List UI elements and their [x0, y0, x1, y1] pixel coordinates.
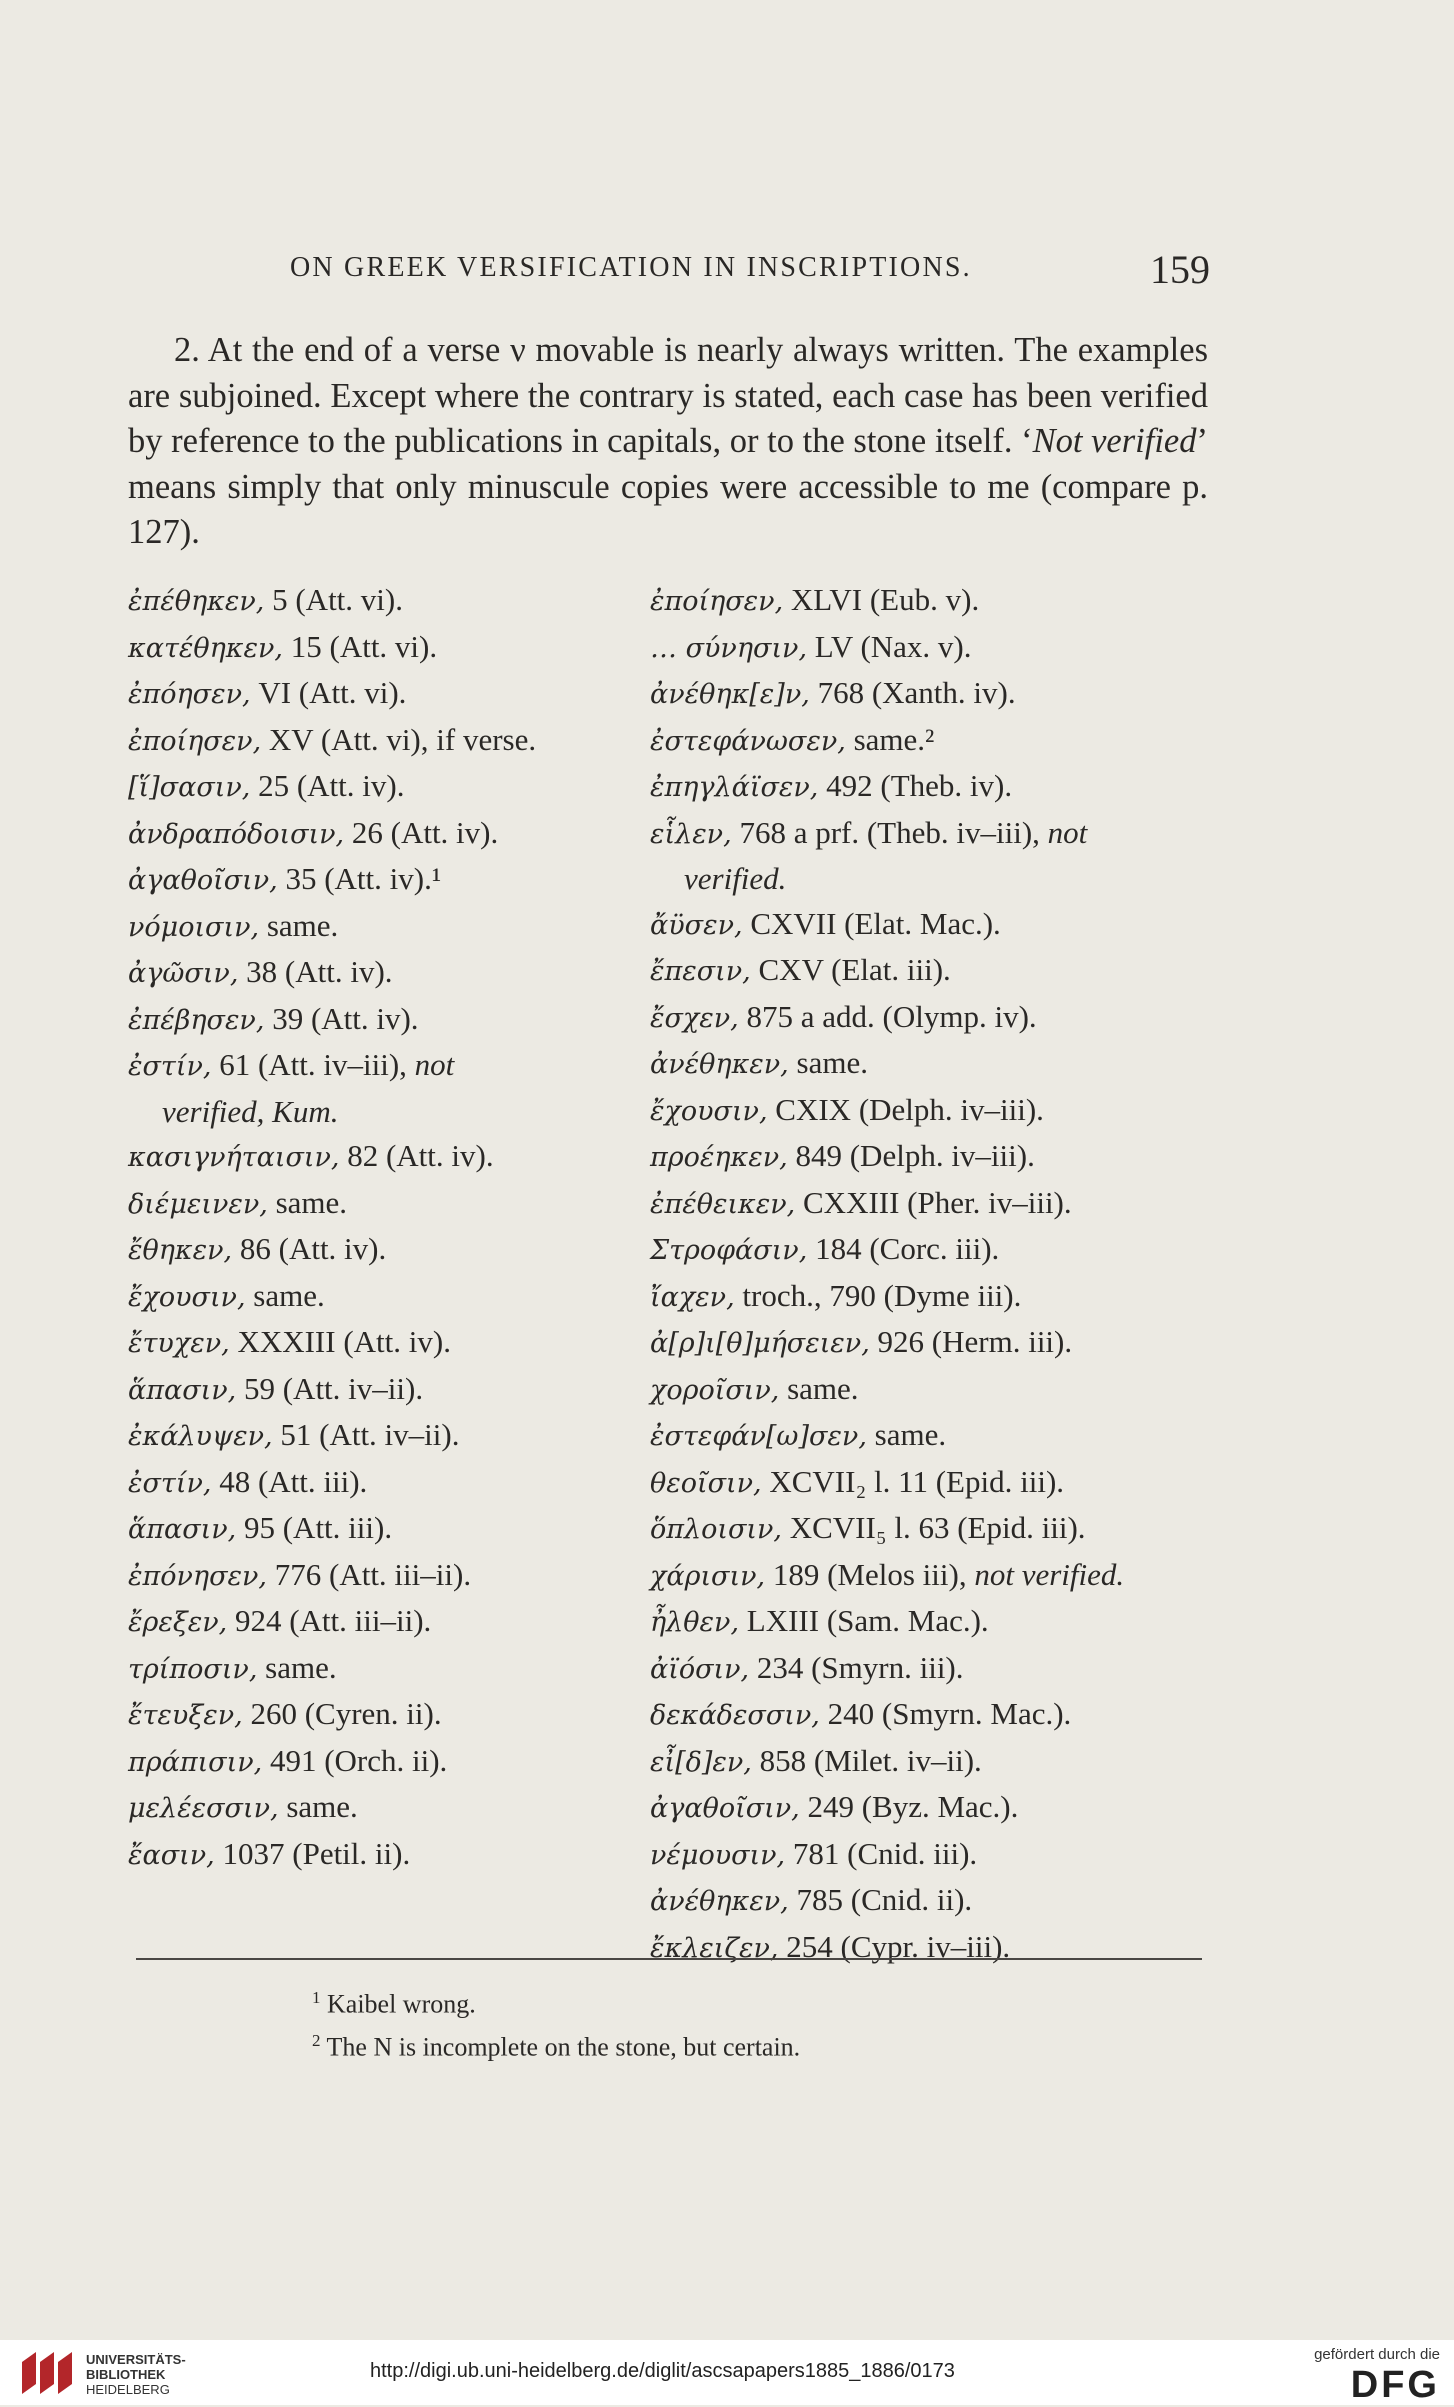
greek-word: ἔτυχεν, [128, 1328, 230, 1359]
reference: 26 (Att. iv). [344, 814, 499, 850]
greek-word: ἄϋσεν, [650, 909, 743, 941]
list-item [650, 902, 1210, 949]
greek-word: κατέθηκεν, [128, 632, 283, 664]
reference: 260 (Cyren. ii). [242, 1696, 442, 1731]
reference: 249 (Byz. Mac.). [799, 1789, 1019, 1824]
list-item [650, 1506, 1210, 1553]
running-head: ON GREEK VERSIFICATION IN INSCRIPTIONS. [290, 252, 972, 283]
greek-word: ἔχουσιν, [650, 1095, 768, 1127]
list-item [128, 1043, 648, 1090]
list-item [128, 1599, 648, 1646]
list-item [650, 1599, 1210, 1646]
list-item [650, 1274, 1210, 1321]
list-item [650, 948, 1210, 995]
italic-note: not [1047, 814, 1088, 850]
greek-word: νέμουσιν, [650, 1839, 786, 1871]
greek-word: ἐστίν, [128, 1467, 212, 1499]
list-item [650, 1692, 1210, 1739]
greek-word: μελέεσσιν, [128, 1793, 279, 1824]
reference: 59 (Att. iv–ii). [236, 1370, 424, 1406]
list-item [128, 1227, 648, 1274]
list-item [128, 1646, 648, 1693]
list-item [650, 1832, 1210, 1879]
reference: 82 (Att. iv). [339, 1138, 494, 1173]
greek-word: χάρισιν, [650, 1560, 766, 1592]
reference: 240 (Smyrn. Mac.). [819, 1696, 1072, 1731]
library-name: UNIVERSITÄTS- BIBLIOTHEK HEIDELBERG [86, 2352, 186, 2397]
greek-word: ἔκλειζεν, [650, 1932, 779, 1964]
greek-word: νόμοισιν, [128, 911, 260, 943]
list-item [650, 1878, 1210, 1925]
list-item [128, 1367, 648, 1414]
greek-word: ἐπέθηκεν, [128, 586, 265, 617]
reference: same. [788, 1045, 868, 1080]
reference: 38 (Att. iv). [238, 954, 393, 989]
reference: 781 (Cnid. iii). [785, 1835, 978, 1871]
reference: CXVII (Elat. Mac.). [742, 905, 1001, 941]
list-item [128, 1274, 648, 1321]
list-item [128, 1832, 648, 1879]
list-item [650, 1227, 1210, 1274]
reference: 51 (Att. iv–ii). [272, 1417, 460, 1452]
italic-note: verified, Kum. [162, 1093, 339, 1129]
list-item [128, 1739, 648, 1786]
footnote-rule [136, 1958, 1202, 1960]
reference: same. [245, 1277, 325, 1313]
greek-word: ἐστεφάν[ω]σεν, [650, 1421, 867, 1452]
greek-word: πράπισιν, [128, 1746, 263, 1778]
greek-word: Στροφάσιν, [650, 1235, 808, 1266]
list-item [650, 625, 1210, 672]
reference: 5 (Att. vi). [264, 582, 403, 617]
greek-word: ἀγῶσιν, [128, 958, 239, 989]
greek-word: ἔασιν, [128, 1839, 215, 1871]
permalink-url[interactable]: http://digi.ub.uni-heidelberg.de/diglit/ascsapapers1885_1886/0173 [370, 2360, 955, 2382]
greek-word: ἀνέθηκεν, [650, 1049, 789, 1080]
reference: 1037 (Petil. ii). [214, 1835, 411, 1871]
greek-word: εἶ[δ]εν, [650, 1746, 752, 1778]
footnote [312, 2023, 1192, 2066]
reference: XXXIII (Att. iv). [229, 1324, 451, 1359]
reference: 234 (Smyrn. iii). [749, 1649, 964, 1685]
list-item [650, 1460, 1210, 1507]
italic-note: not verified. [974, 1556, 1125, 1592]
greek-word: ἐπόνησεν, [128, 1560, 267, 1592]
reference: LV (Nax. v). [807, 628, 972, 664]
intro-italic: Not verified [1032, 422, 1197, 460]
italic-note: not [414, 1047, 455, 1082]
reference: 776 (Att. iii–ii). [267, 1556, 472, 1592]
reference: 254 (Cypr. iv–iii). [778, 1928, 1011, 1964]
page-number: 159 [1150, 247, 1210, 292]
right-word-list [650, 578, 1210, 1971]
list-item [128, 764, 648, 811]
italic-note: verified. [684, 861, 787, 896]
list-item [650, 1367, 1210, 1414]
greek-word: διέμεινεν, [128, 1188, 268, 1220]
reference: 491 (Orch. ii). [262, 1742, 448, 1778]
reference: LXIII (Sam. Mac.). [739, 1603, 989, 1638]
greek-word: ἐκάλυψεν, [128, 1421, 273, 1452]
greek-word: χοροῖσιν, [650, 1374, 780, 1406]
greek-word: ἀγαθοῖσιν, [128, 865, 278, 896]
list-item [650, 1785, 1210, 1832]
greek-word: ἐπηγλάϊσεν, [650, 772, 819, 803]
list-item [650, 718, 1210, 765]
reference: 61 (Att. iv–iii), [211, 1047, 415, 1082]
list-item [650, 811, 1210, 858]
list-item [650, 1413, 1210, 1460]
list-item [650, 1320, 1210, 1367]
funding-note: gefördert durch die [1314, 2346, 1440, 2363]
list-item [650, 1181, 1210, 1228]
list-item [128, 997, 648, 1044]
list-item [128, 950, 648, 997]
greek-word: ἔπεσιν, [650, 956, 751, 987]
greek-word: ἔσχεν, [650, 1002, 739, 1034]
greek-word: ἐπέθεικεν, [650, 1188, 796, 1220]
greek-word: τρίποσιν, [128, 1653, 258, 1685]
intro-text-start: 2. At the end of a verse ν movable is nearly always written. The examples are subjoined. Except where the contrary is stated, each case has been verified by reference to the publications in capitals, or to the stone itself. ‘ [128, 331, 1208, 460]
reference: VI (Att. vi). [250, 675, 407, 710]
greek-word: [ἵ]σασιν, [128, 772, 251, 803]
list-item [128, 1320, 648, 1367]
reference: CXIX (Delph. iv–iii). [767, 1091, 1044, 1127]
greek-word: ἅπασιν, [128, 1374, 237, 1406]
greek-word: δεκάδεσσιν, [650, 1700, 820, 1731]
footnote-text: Kaibel wrong. [320, 1989, 476, 2019]
greek-word: ἐποίησεν, [650, 586, 784, 617]
reference: XCVII₂ l. 11 (Epid. iii). [761, 1463, 1065, 1499]
reference: 39 (Att. iv). [264, 1000, 419, 1036]
intro-text-end: ’ means simply that only minuscule copies were accessible to me (compare p. 127). [128, 422, 1208, 551]
list-item [128, 1134, 648, 1181]
greek-word: … σύνησιν, [650, 632, 808, 664]
reference: same. [278, 1789, 358, 1824]
list-item [128, 718, 648, 765]
greek-word: ἐποίησεν, [128, 725, 262, 757]
list-item [128, 1090, 648, 1135]
list-item [650, 1646, 1210, 1693]
footnote-text: The N is incomplete on the stone, but certain. [320, 2032, 801, 2062]
greek-word: ἀνδραπόδοισιν, [128, 818, 345, 850]
list-item [650, 1925, 1210, 1972]
reference: CXV (Elat. iii). [750, 952, 951, 987]
reference: 189 (Melos iii), [765, 1556, 975, 1592]
reference: 849 (Delph. iv–iii). [787, 1138, 1035, 1173]
greek-word: ἀ[ρ]ι[θ]μήσειεν, [650, 1328, 870, 1359]
list-item [650, 764, 1210, 811]
greek-word: ἀγαθοῖσιν, [650, 1793, 800, 1824]
greek-word: ἐστεφάνωσεν, [650, 725, 846, 757]
list-item [128, 904, 648, 951]
footnote-mark: 1 [312, 1988, 321, 2007]
footnotes [312, 1980, 1192, 2065]
list-item [650, 671, 1210, 718]
reference: troch., 790 (Dyme iii). [734, 1277, 1022, 1313]
library-logo-icon [16, 2348, 78, 2398]
list-item [128, 1506, 648, 1553]
reference: XV (Att. vi), if verse. [261, 721, 537, 757]
reference: same. [779, 1370, 859, 1406]
page-header [290, 247, 1210, 302]
greek-word: ἴαχεν, [650, 1281, 735, 1313]
greek-word: ἔτευξεν, [128, 1700, 243, 1731]
list-item [128, 857, 648, 904]
reference: 86 (Att. iv). [232, 1231, 387, 1266]
greek-word: ἅπασιν, [128, 1514, 237, 1545]
reference: 785 (Cnid. ii). [788, 1882, 973, 1917]
dfg-logo: DFG [1350, 2364, 1440, 2406]
list-item [128, 671, 648, 718]
list-item [128, 625, 648, 672]
greek-word: ἀνέθηκεν, [650, 1886, 789, 1917]
greek-word: κασιγνήταισιν, [128, 1142, 340, 1173]
greek-word: ἐπόησεν, [128, 679, 251, 710]
reference: same. [259, 907, 339, 943]
reference: 768 a prf. (Theb. iv–iii), [731, 814, 1048, 850]
greek-word: ἔρεξεν, [128, 1607, 228, 1638]
reference: 858 (Milet. iv–ii). [751, 1742, 982, 1778]
reference: CXXIII (Pher. iv–iii). [795, 1184, 1072, 1220]
reference: 924 (Att. iii–ii). [227, 1603, 432, 1638]
list-item [650, 857, 1210, 902]
reference: same. [866, 1417, 947, 1452]
list-item [128, 1181, 648, 1228]
reference: 926 (Herm. iii). [869, 1324, 1073, 1359]
reference: 875 a add. (Olymp. iv). [738, 998, 1037, 1034]
reference: 25 (Att. iv). [250, 768, 405, 803]
footnote-mark: 2 [312, 2030, 321, 2050]
reference: 492 (Theb. iv). [818, 768, 1013, 803]
greek-word: θεοῖσιν, [650, 1467, 762, 1499]
list-item [128, 1553, 648, 1600]
footnote [312, 1980, 1192, 2023]
list-item [650, 1134, 1210, 1181]
intro-paragraph [128, 328, 1208, 556]
reference: 184 (Corc. iii). [807, 1231, 1000, 1266]
reference: XCVII₅ l. 63 (Epid. iii). [781, 1510, 1086, 1545]
greek-word: ἐστίν, [128, 1051, 212, 1082]
list-item [650, 1041, 1210, 1088]
list-item [650, 995, 1210, 1042]
reference: same.² [845, 721, 935, 757]
greek-word: ὅπλοισιν, [650, 1514, 782, 1545]
list-item [128, 578, 648, 625]
greek-word: προέηκεν, [650, 1142, 788, 1173]
greek-word: ἔθηκεν, [128, 1235, 233, 1266]
list-item [650, 1088, 1210, 1135]
greek-word: ἦλθεν, [650, 1607, 740, 1638]
reference: XLVI (Eub. v). [783, 582, 980, 617]
left-word-list [128, 578, 648, 1878]
list-item [650, 578, 1210, 625]
reference: 35 (Att. iv).¹ [277, 861, 442, 896]
reference: 95 (Att. iii). [236, 1510, 393, 1545]
reference: 48 (Att. iii). [211, 1463, 368, 1499]
greek-word: ἐπέβησεν, [128, 1004, 265, 1036]
greek-word: ἀνέθηκ[ε]ν, [650, 679, 810, 710]
list-item [128, 811, 648, 858]
list-item [128, 1413, 648, 1460]
greek-word: εἷλεν, [650, 818, 732, 850]
reference: same. [267, 1184, 348, 1220]
greek-word: ἔχουσιν, [128, 1281, 246, 1313]
list-item [128, 1785, 648, 1832]
reference: same. [257, 1649, 337, 1685]
list-item [128, 1460, 648, 1507]
digitization-footer [0, 2340, 1454, 2405]
list-item [650, 1553, 1210, 1600]
reference: 15 (Att. vi). [283, 628, 438, 664]
list-item [650, 1739, 1210, 1786]
greek-word: ἀϊόσιν, [650, 1653, 750, 1685]
list-item [128, 1692, 648, 1739]
reference: 768 (Xanth. iv). [809, 675, 1016, 710]
